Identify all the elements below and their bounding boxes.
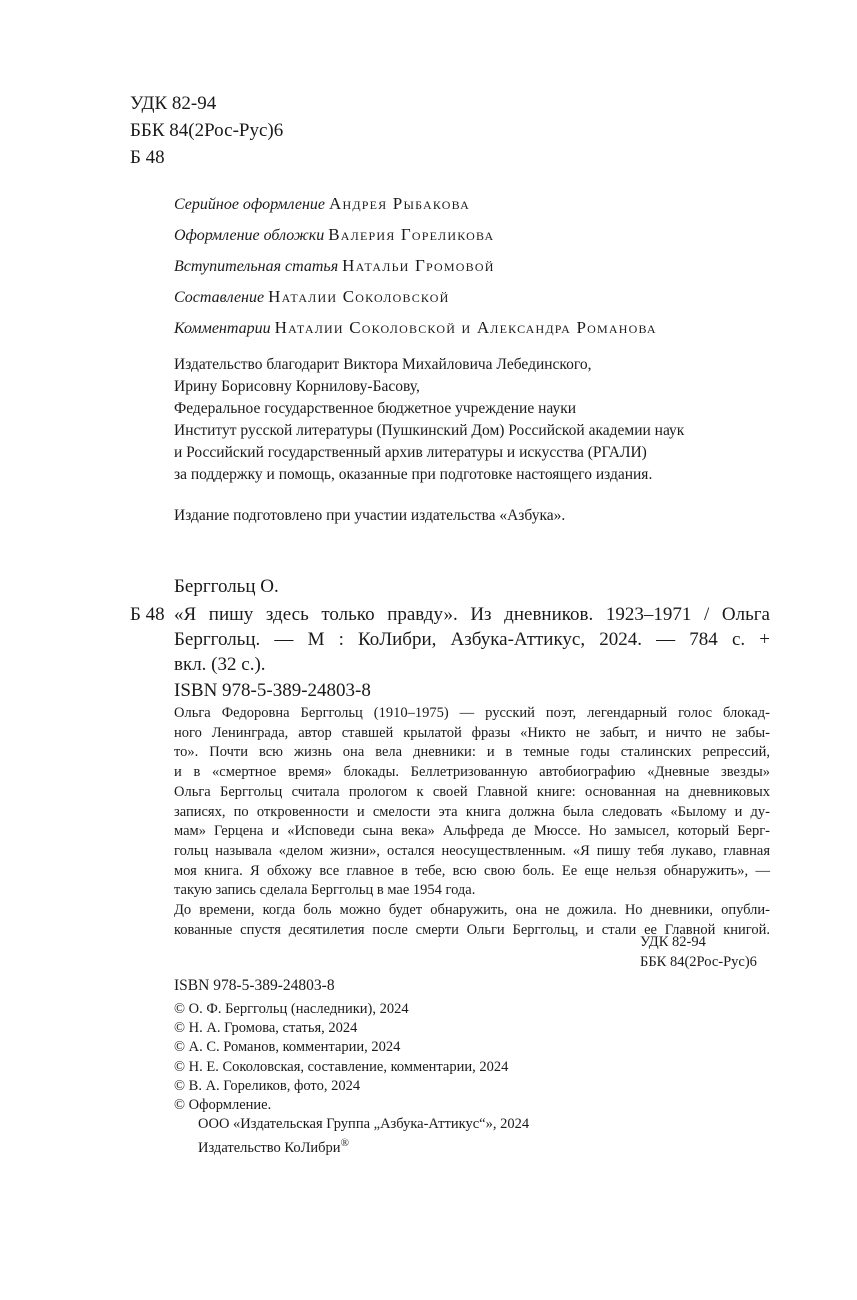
bibliography-line: вкл. (32 с.). bbox=[174, 654, 266, 675]
classification-codes bbox=[130, 90, 283, 171]
bibliography-author: Берггольц О. bbox=[174, 576, 279, 597]
thanks-line: Институт русской литературы (Пушкинский Дом) Российской академии наук bbox=[174, 422, 685, 439]
edition-note: Издание подготовлено при участии издательства «Азбука». bbox=[174, 507, 566, 524]
thanks-line: Ирину Борисовну Корнилову-Басову, bbox=[174, 378, 420, 395]
credit-role: Составление bbox=[174, 289, 265, 306]
credit-name: Наталии Соколовской и Александра Романова bbox=[274, 318, 657, 337]
credits-list bbox=[174, 188, 657, 343]
udk-code: УДК 82-94 bbox=[130, 93, 217, 114]
annotation-line: Ольга Федоровна Берггольц (1910–1975) — русский поэт, легендарный голос блокад- bbox=[174, 705, 770, 721]
author-sign: Б 48 bbox=[130, 147, 165, 168]
annotation-line: кованные спустя десятилетия после смерти Ольги Берггольц, и стали ее Главной книгой. bbox=[174, 921, 770, 938]
credit-role: Оформление обложки bbox=[174, 227, 325, 244]
annotation-line: моя книга. Я обхожу все главное в тебе, всю свою боль. Ее еще нельзя обнаружить», — bbox=[174, 862, 770, 879]
thanks-line: Федеральное государственное бюджетное учреждение науки bbox=[174, 400, 577, 417]
credit-line bbox=[174, 281, 657, 312]
annotation-line: гольц называла «делом жизни», остался неосуществленным. «Я пишу тебя лукаво, главная bbox=[174, 842, 770, 859]
copyright-line: © В. А. Гореликов, фото, 2024 bbox=[174, 1077, 361, 1094]
annotation-line: и в «смертное время» блокады. Беллетризованную автобиографию «Дневные звезды» bbox=[174, 764, 770, 781]
thanks-line: Издательство благодарит Виктора Михайловича Лебединского, bbox=[174, 356, 592, 373]
copyright-imprint bbox=[174, 1134, 529, 1158]
bbk-code: ББК 84(2Рос-Рус)6 bbox=[640, 954, 757, 970]
classification-codes-right bbox=[640, 932, 757, 972]
credit-name: Валерия Гореликова bbox=[328, 225, 495, 244]
annotation-line: ного Ленинграда, автор ставшей крылатой фразы «Никто не забыт, и ничто не забы- bbox=[174, 724, 770, 741]
bibliography-line: «Я пишу здесь только правду». Из дневников. 1923–1971 / Ольга bbox=[174, 604, 770, 625]
annotation-line: До времени, когда боль можно будет обнаружить, она не дожила. Но дневники, опубли- bbox=[174, 902, 770, 919]
imprint-name: Издательство КоЛибри bbox=[198, 1140, 341, 1157]
annotation-line: записях, по откровенности и смелости эта книга должна была следовать «Былому и ду- bbox=[174, 803, 770, 820]
annotation bbox=[174, 704, 770, 940]
credit-role: Серийное оформление bbox=[174, 196, 325, 213]
annotation-line: мам» Герцена и «Исповеди сына века» Альфреда де Мюссе. Но замысел, который Берг- bbox=[174, 823, 770, 840]
copyright-block bbox=[174, 1000, 529, 1158]
isbn-bottom: ISBN 978-5-389-24803-8 bbox=[174, 977, 335, 994]
credit-line bbox=[174, 219, 657, 250]
credit-name: Наталии Соколовской bbox=[268, 287, 450, 306]
thanks-line: и Российский государственный архив литературы и искусства (РГАЛИ) bbox=[174, 444, 647, 461]
annotation-line: такую запись сделала Берггольц в мае 1954 года. bbox=[174, 882, 476, 899]
acknowledgements bbox=[174, 354, 794, 486]
copyright-publisher: ООО «Издательская Группа „Азбука-Аттикус“», 2024 bbox=[198, 1116, 530, 1133]
credit-line bbox=[174, 250, 657, 281]
copyright-line: © Оформление. bbox=[174, 1097, 272, 1114]
copyright-line: © О. Ф. Берггольц (наследники), 2024 bbox=[174, 1001, 409, 1017]
registered-mark-icon: ® bbox=[340, 1137, 349, 1150]
thanks-line: за поддержку и помощь, оказанные при подготовке настоящего издания. bbox=[174, 466, 653, 483]
credit-line bbox=[174, 312, 657, 343]
bibliography-line: Берггольц. — М : КоЛибри, Азбука-Аттикус, 2024. — 784 с. + bbox=[174, 629, 770, 650]
bibliography-description bbox=[174, 602, 770, 677]
copyright-line: © Н. А. Громова, статья, 2024 bbox=[174, 1020, 358, 1037]
credit-name: Андрея Рыбакова bbox=[329, 194, 470, 213]
copyright-line: © А. С. Романов, комментарии, 2024 bbox=[174, 1039, 401, 1056]
credit-name: Натальи Громовой bbox=[342, 256, 495, 275]
udk-code: УДК 82-94 bbox=[640, 934, 706, 950]
annotation-line: Ольга Берггольц считала прологом к своей Главной книге: основанная на дневниковых bbox=[174, 783, 770, 800]
credit-line bbox=[174, 188, 657, 219]
bibliography-sign: Б 48 bbox=[130, 604, 165, 625]
credit-role: Комментарии bbox=[174, 320, 271, 337]
copyright-line: © Н. Е. Соколовская, составление, комментарии, 2024 bbox=[174, 1058, 509, 1075]
bbk-code: ББК 84(2Рос-Рус)6 bbox=[130, 120, 284, 141]
isbn-main: ISBN 978-5-389-24803-8 bbox=[174, 680, 371, 701]
annotation-line: то». Почти всю жизнь она вела дневники: и в темные годы сталинских репрессий, bbox=[174, 744, 770, 761]
credit-role: Вступительная статья bbox=[174, 258, 339, 275]
